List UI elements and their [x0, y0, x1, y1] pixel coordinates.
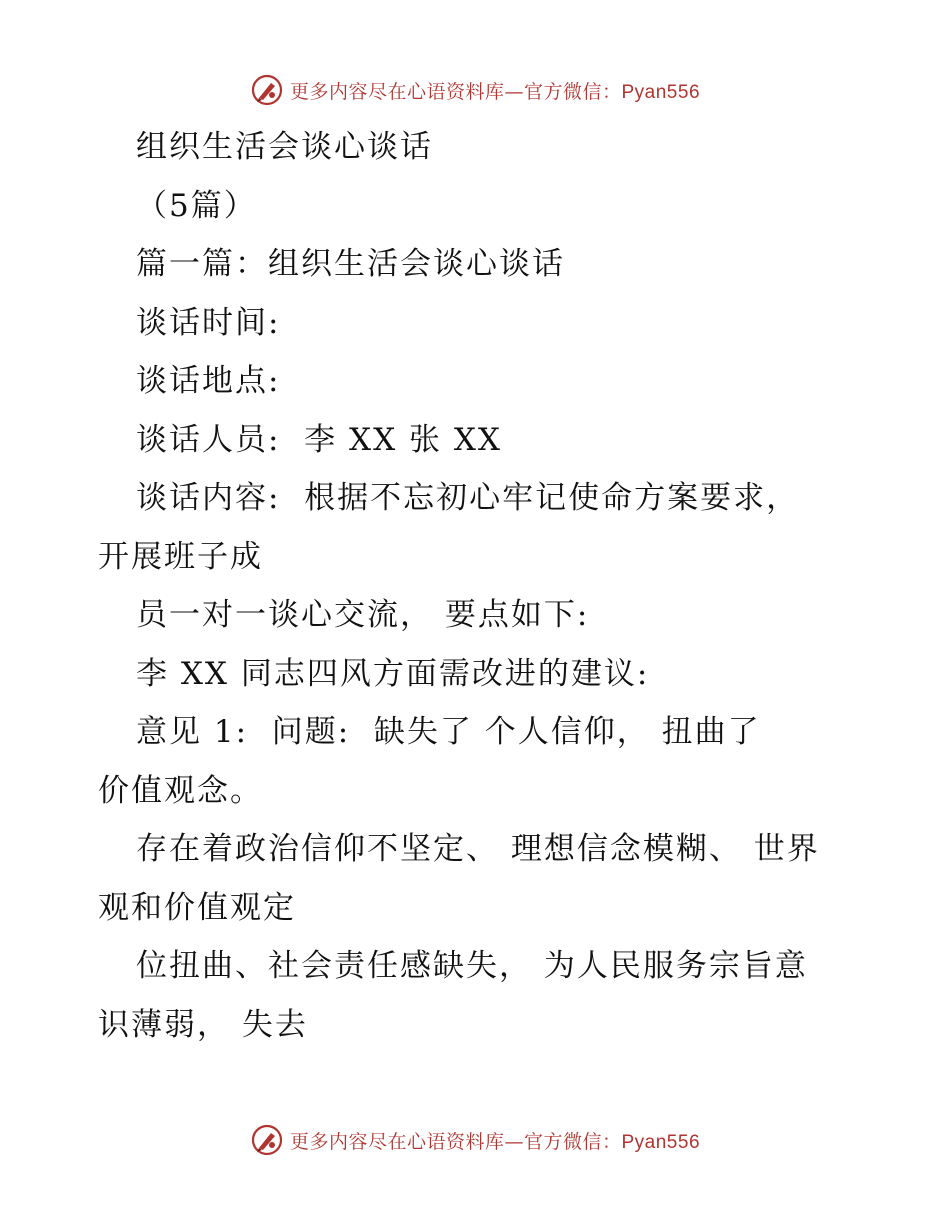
- doc-line: 员一对一谈心交流， 要点如下:: [136, 597, 590, 633]
- doc-line: 谈话时间:: [136, 304, 281, 341]
- doc-title: 组织生活会谈心谈话: [136, 129, 433, 165]
- banner-text: [290, 1127, 700, 1154]
- doc-line: 识薄弱， 失去: [98, 1006, 308, 1043]
- banner-text: [290, 77, 700, 104]
- banner-suffix: 官方微信：: [523, 80, 622, 103]
- header-watermark-banner: [0, 68, 950, 112]
- doc-subtitle: （5篇）: [136, 187, 257, 224]
- banner-suffix: 官方微信：: [523, 1130, 622, 1153]
- doc-line: 价值观念。: [98, 772, 263, 809]
- pen-logo-icon: [250, 73, 284, 107]
- doc-line: 位扭曲、社会责任感缺失， 为人民服务宗旨意: [136, 948, 808, 984]
- banner-prefix: 更多内容尽在心语资料库: [289, 1130, 505, 1153]
- pen-logo-icon: [250, 1123, 284, 1157]
- banner-handle: Pyan556: [621, 81, 701, 103]
- document-body: [98, 118, 868, 1054]
- doc-line: 存在着政治信仰不坚定、 理想信念模糊、 世界: [136, 831, 820, 867]
- doc-line: 李 XX 同志四风方面需改进的建议:: [136, 655, 650, 692]
- doc-line: 谈话内容: 根据不忘初心牢记使命方案要求，: [136, 480, 800, 516]
- banner-handle: Pyan556: [621, 1131, 701, 1153]
- footer-watermark-banner: [0, 1118, 950, 1162]
- doc-line: 谈话地点:: [136, 363, 281, 399]
- doc-line: 观和价值观定: [98, 889, 296, 926]
- doc-line: 谈话人员: 李 XX 张 XX: [136, 421, 502, 458]
- banner-prefix: 更多内容尽在心语资料库: [289, 80, 505, 103]
- banner-dash: —: [504, 80, 524, 103]
- doc-line: 意见 1: 问题: 缺失了 个人信仰， 扭曲了: [136, 714, 761, 750]
- doc-line: 开展班子成: [98, 538, 263, 575]
- doc-line: 篇一篇：组织生活会谈心谈话: [136, 246, 565, 282]
- banner-dash: —: [504, 1130, 524, 1153]
